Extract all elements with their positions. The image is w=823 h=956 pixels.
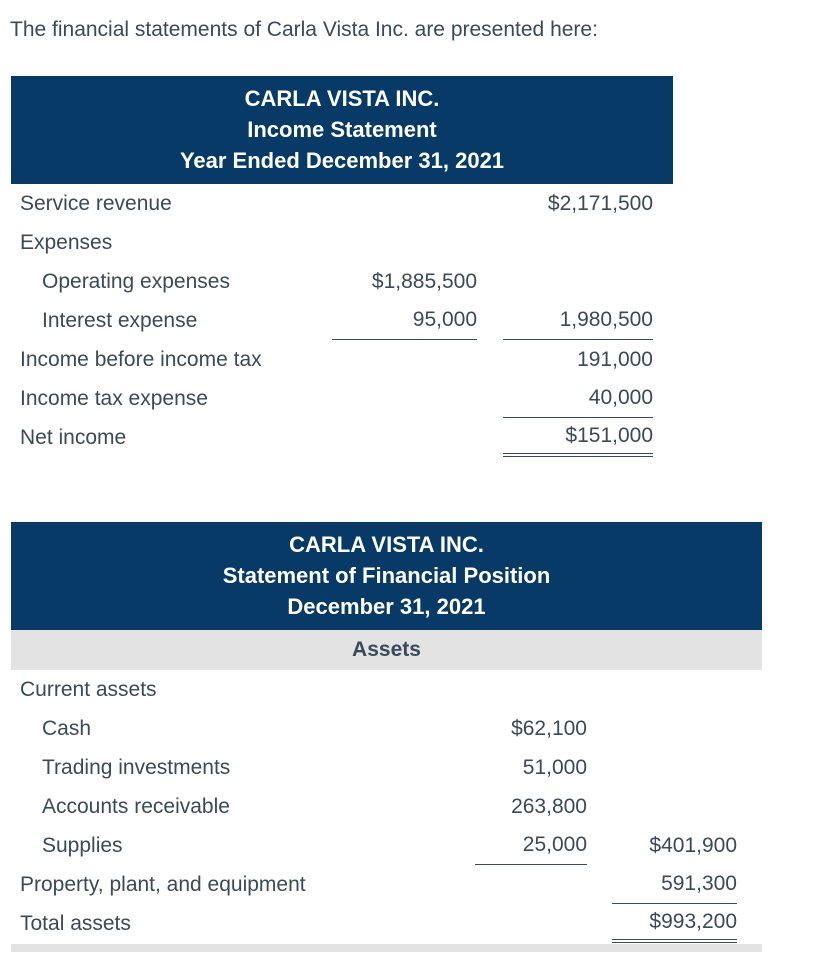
- assets-section-band: Assets: [11, 630, 762, 670]
- row-amount-col1: 263,800: [511, 794, 587, 818]
- row-amount-col1: [475, 865, 587, 904]
- row-amount-col2: [612, 787, 737, 826]
- income-statement-table: [11, 76, 673, 457]
- income-statement-header: [11, 76, 673, 184]
- financial-position-header: [11, 522, 762, 630]
- row-label: Accounts receivable: [42, 794, 230, 818]
- row-amount-col2: 191,000: [577, 347, 653, 371]
- company-name: CARLA VISTA INC.: [289, 532, 484, 557]
- row-amount-col2: $2,171,500: [547, 191, 653, 215]
- row-amount-col2: $993,200: [612, 904, 737, 943]
- table-row: [11, 709, 762, 748]
- table-row: [11, 340, 673, 379]
- next-section-band-partial: [11, 944, 762, 952]
- statement-title: Statement of Financial Position: [222, 563, 551, 588]
- row-amount-col1: $1,885,500: [371, 269, 477, 293]
- row-amount-col1: [332, 223, 477, 262]
- row-label: Income before income tax: [20, 347, 262, 371]
- table-row: [11, 184, 673, 223]
- row-label: Net income: [20, 425, 127, 449]
- row-amount-col2: [612, 748, 737, 787]
- statement-period: December 31, 2021: [287, 594, 486, 619]
- statement-title: Income Statement: [247, 117, 437, 142]
- table-row: [11, 223, 673, 262]
- statement-period: Year Ended December 31, 2021: [179, 148, 505, 173]
- row-amount-col2: [612, 670, 737, 709]
- table-row: [11, 865, 762, 904]
- row-amount-col1: [332, 184, 477, 223]
- intro-text: The financial statements of Carla Vista Inc. are presented here:: [10, 18, 598, 41]
- company-name: CARLA VISTA INC.: [244, 86, 440, 111]
- row-label: Total assets: [20, 911, 131, 935]
- table-row: [11, 826, 762, 865]
- row-amount-col1: $62,100: [511, 716, 587, 740]
- row-label: Cash: [42, 716, 92, 740]
- table-row: [11, 904, 762, 943]
- table-row: [11, 262, 673, 301]
- row-amount-col2: 1,980,500: [503, 301, 653, 340]
- table-row: [11, 748, 762, 787]
- row-amount-col1: 51,000: [522, 755, 587, 779]
- row-amount-col1: [332, 418, 477, 457]
- row-amount-col2: [503, 262, 653, 301]
- table-row: [11, 670, 762, 709]
- row-amount-col1: [475, 904, 587, 943]
- row-amount-col1: [332, 340, 477, 379]
- row-label: Property, plant, and equipment: [20, 872, 306, 896]
- row-amount-col1: [332, 379, 477, 418]
- row-label: Service revenue: [20, 191, 172, 215]
- row-amount-col2: 40,000: [503, 379, 653, 418]
- row-amount-col1: [475, 670, 587, 709]
- row-label: Operating expenses: [42, 269, 230, 293]
- row-label: Income tax expense: [20, 386, 208, 410]
- table-row: [11, 301, 673, 340]
- row-amount-col2: 591,300: [612, 865, 737, 904]
- financial-position-table: [11, 522, 762, 943]
- row-label: Supplies: [42, 833, 123, 857]
- row-amount-col1: 25,000: [475, 826, 587, 865]
- row-amount-col2: $151,000: [503, 418, 653, 457]
- table-row: [11, 379, 673, 418]
- row-amount-col2: $401,900: [649, 833, 737, 857]
- row-label: Trading investments: [42, 755, 231, 779]
- row-amount-col1: 95,000: [332, 301, 477, 340]
- row-amount-col2: [503, 223, 653, 262]
- row-label: Expenses: [20, 230, 113, 254]
- table-row: [11, 418, 673, 457]
- row-label: Current assets: [20, 677, 157, 701]
- row-label: Interest expense: [42, 308, 198, 332]
- table-row: [11, 787, 762, 826]
- row-amount-col2: [612, 709, 737, 748]
